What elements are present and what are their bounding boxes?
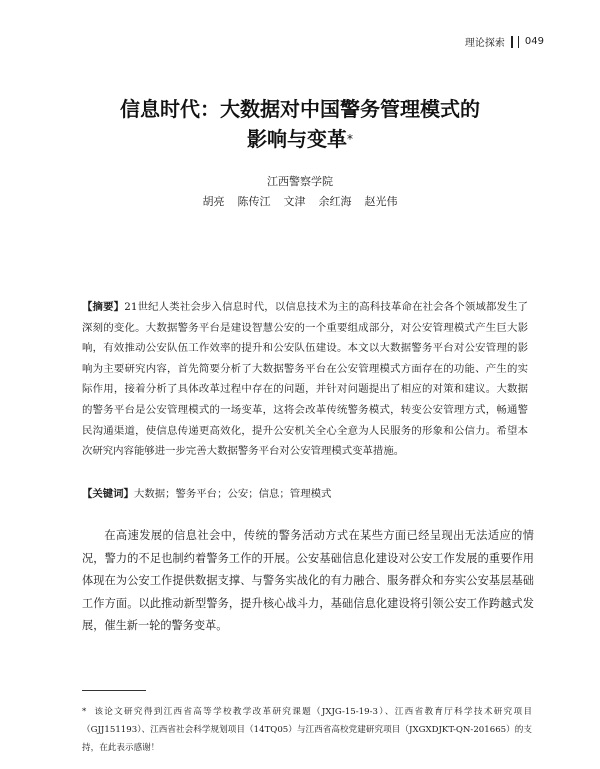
footnote-mark: *	[82, 707, 87, 717]
running-header	[465, 34, 544, 49]
keywords-label: 【关键词】	[82, 488, 134, 500]
author: 文津	[283, 195, 306, 208]
title-line-2	[0, 124, 600, 154]
author: 赵光伟	[364, 195, 398, 208]
affiliation: 江西警察学院	[267, 175, 333, 188]
footnote-divider	[82, 690, 146, 691]
keywords	[82, 484, 528, 504]
page-number: 049	[524, 36, 544, 47]
abstract-text: 21世纪人类社会步入信息时代，以信息技术为主的高科技革命在社会各个领域都发生了深刻的变化。大数据警务平台是建设智慧公安的一个重要组成部分，对公安管理模式产生巨大影响，有效推动公安队伍工作效率的提升和公安队伍建设。本文以大数据警务平台对公安管理的影响为主要研究内容，首先简要分析了大数据警务平台在公安管理模式方面存在的功能、产生的实际作用，接着分析了具体改革过程中存在的问题，并针对问题提出了相应的对策和建议。大数据的警务平台是公安管理模式的一场变革，这将会改革传统警务模式，转变公安管理方式，畅通警民沟通渠道，使信息传递更高效化，提升公安机关全心全意为人民服务的形象和公信力。希望本次研究内容能够进一步完善大数据警务平台对公安管理模式变革措施。	[82, 301, 529, 458]
abstract-label: 【摘要】	[82, 301, 125, 313]
keywords-text: 大数据；警务平台；公安；信息；管理模式	[133, 488, 332, 500]
footnote-text: 该论文研究得到江西省高等学校教学改革研究课题（JXJG-15-19-3）、江西省教育厅科学技术研究项目（GJJ151193）、江西省社会科学规划项目（14TQ05）与江西省高校党建研究项目（JXGXDJKT-QN-201665）的支持，在此表示感谢！	[82, 707, 532, 753]
article-title	[0, 94, 600, 154]
body-paragraph: 在高速发展的信息社会中，传统的警务活动方式在某些方面已经呈现出无法适应的情况，警力的不足也制约着警务工作的开展。公安基础信息化建设对公安工作发展的重要作用体现在为公安工作提供数据支撑、与警务实战化的有力融合、服务群众和夯实公安基层基础工作方面。以此推动新型警务，提升核心战斗力，基础信息化建设将引领公安工作跨越式发展，催生新一轮的警务变革。	[82, 529, 534, 633]
title-line-2-text: 影响与变革	[247, 127, 347, 151]
header-divider-icon	[511, 36, 519, 48]
abstract	[82, 297, 528, 462]
author: 余红海	[318, 195, 352, 208]
footnote	[82, 703, 532, 757]
author-list	[0, 193, 600, 209]
section-name: 理论探索	[464, 38, 505, 49]
title-footnote-mark: *	[347, 132, 353, 146]
title-line-1: 信息时代：大数据对中国警务管理模式的	[120, 97, 480, 121]
author: 陈传江	[237, 195, 271, 208]
author: 胡亮	[202, 195, 225, 208]
